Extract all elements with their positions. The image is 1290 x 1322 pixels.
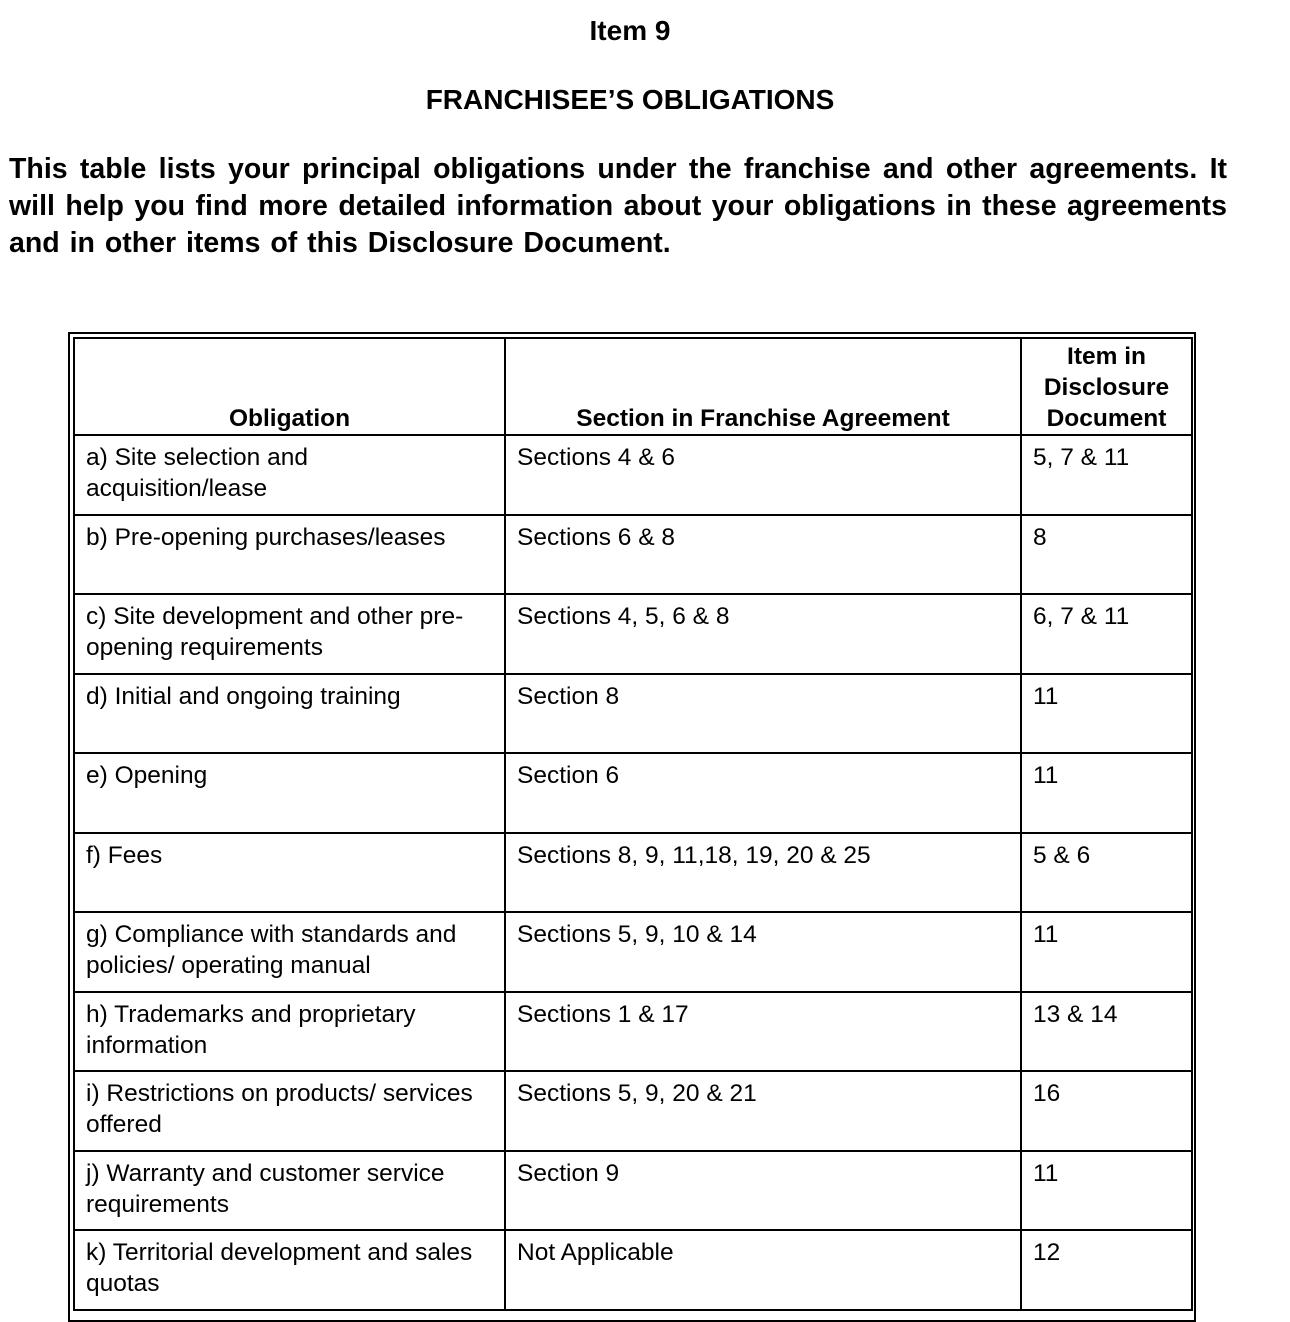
table-row bbox=[74, 833, 1192, 913]
table-row bbox=[74, 594, 1192, 674]
obligation-cell: g) Compliance with standards and policies/ operating manual bbox=[74, 912, 505, 992]
item-cell: 11 bbox=[1021, 753, 1192, 833]
table-row bbox=[74, 515, 1192, 595]
obligation-cell: e) Opening bbox=[74, 753, 505, 833]
item-cell: 11 bbox=[1021, 912, 1192, 992]
section-cell: Sections 4 & 6 bbox=[505, 435, 1021, 515]
item-cell: 8 bbox=[1021, 515, 1192, 595]
section-cell: Sections 5, 9, 20 & 21 bbox=[505, 1071, 1021, 1151]
obligation-cell: b) Pre-opening purchases/leases bbox=[74, 515, 505, 595]
item-cell: 6, 7 & 11 bbox=[1021, 594, 1192, 674]
obligation-cell: a) Site selection and acquisition/lease bbox=[74, 435, 505, 515]
obligations-table-frame bbox=[68, 332, 1196, 1322]
item-cell: 11 bbox=[1021, 1151, 1192, 1231]
page-title: FRANCHISEE’S OBLIGATIONS bbox=[425, 84, 835, 115]
item-cell: 16 bbox=[1021, 1071, 1192, 1151]
header-section: Section in Franchise Agreement bbox=[505, 338, 1021, 435]
item-cell: 5 & 6 bbox=[1021, 833, 1192, 913]
section-cell: Sections 5, 9, 10 & 14 bbox=[505, 912, 1021, 992]
table-row bbox=[74, 435, 1192, 515]
table-header-row bbox=[74, 338, 1192, 435]
obligation-cell: k) Territorial development and sales quotas bbox=[74, 1230, 505, 1310]
section-cell: Not Applicable bbox=[505, 1230, 1021, 1310]
header-obligation: Obligation bbox=[74, 338, 505, 435]
obligation-cell: f) Fees bbox=[74, 833, 505, 913]
obligation-cell: i) Restrictions on products/ services offered bbox=[74, 1071, 505, 1151]
section-cell: Sections 4, 5, 6 & 8 bbox=[505, 594, 1021, 674]
item-number-heading: Item 9 bbox=[589, 15, 671, 46]
obligation-cell: c) Site development and other pre-opening requirements bbox=[74, 594, 505, 674]
intro-paragraph: This table lists your principal obligations under the franchise and other agreements. It will help you find more detailed information about your obligations in these agreements and in other items of this Disclosure Document. bbox=[9, 153, 1227, 259]
section-cell: Sections 8, 9, 11,18, 19, 20 & 25 bbox=[505, 833, 1021, 913]
obligation-cell: d) Initial and ongoing training bbox=[74, 674, 505, 754]
table-row bbox=[74, 992, 1192, 1072]
item-cell: 13 & 14 bbox=[1021, 992, 1192, 1072]
item-cell: 5, 7 & 11 bbox=[1021, 435, 1192, 515]
table-row bbox=[74, 674, 1192, 754]
table-row bbox=[74, 912, 1192, 992]
table-row bbox=[74, 1230, 1192, 1310]
section-cell: Section 8 bbox=[505, 674, 1021, 754]
table-row bbox=[74, 1151, 1192, 1231]
item-cell: 11 bbox=[1021, 674, 1192, 754]
obligations-table bbox=[73, 337, 1193, 1311]
obligation-cell: j) Warranty and customer service requirements bbox=[74, 1151, 505, 1231]
section-cell: Section 9 bbox=[505, 1151, 1021, 1231]
section-cell: Sections 1 & 17 bbox=[505, 992, 1021, 1072]
table-row bbox=[74, 1071, 1192, 1151]
header-item: Item in Disclosure Document bbox=[1021, 338, 1192, 435]
table-row bbox=[74, 753, 1192, 833]
item-cell: 12 bbox=[1021, 1230, 1192, 1310]
section-cell: Sections 6 & 8 bbox=[505, 515, 1021, 595]
section-cell: Section 6 bbox=[505, 753, 1021, 833]
obligation-cell: h) Trademarks and proprietary information bbox=[74, 992, 505, 1072]
